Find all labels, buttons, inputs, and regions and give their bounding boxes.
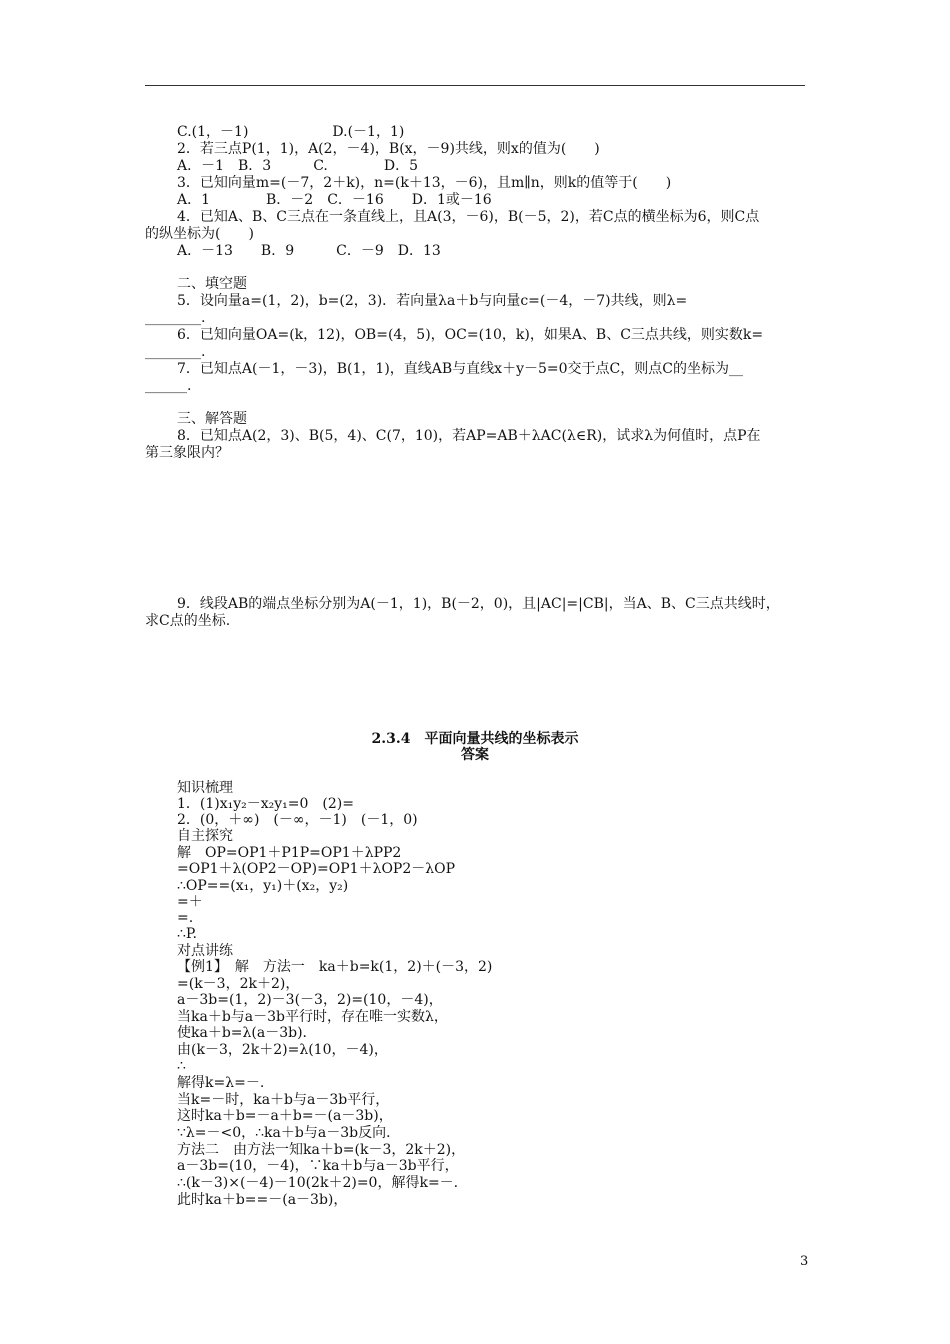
text-line: A．－13 B．9 C．－9 D．13 [177, 243, 441, 259]
text-line: 6．已知向量OA=(k，12)，OB=(4，5)，OC=(10，k)，如果A、B、C三点共线，则实数k= [177, 327, 764, 343]
text-line: 2．(0，＋∞) (－∞，－1) (－1，0) [177, 812, 418, 828]
text-line: A．1 B．－2 C．－16 D．1或－16 [177, 192, 492, 208]
text-line: 当ka＋b与a－3b平行时，存在唯一实数λ， [177, 1009, 448, 1025]
text-line: A．－1 B．3 C. D．5 [177, 158, 419, 174]
answer-subtitle: 答案 [461, 747, 489, 763]
text-line: 此时ka＋b==－(a－3b)， [177, 1192, 348, 1208]
page-number: 3 [800, 1254, 809, 1269]
text-line: 8．已知点A(2，3)、B(5，4)、C(7，10)，若AP=AB＋λAC(λ∈R)，试求λ为何值时，点P在 [177, 428, 761, 444]
header-rule [145, 85, 805, 86]
text-line: ∴(k－3)×(－4)－10(2k＋2)=0，解得k=－. [177, 1175, 459, 1191]
text-line: C.(1，－1) D.(－1，1) [177, 124, 405, 140]
text-line: ∴ [177, 1058, 186, 1074]
text-line: =(k－3，2k＋2)， [177, 976, 300, 992]
text-line: 方法二 由方法一知ka＋b=(k－3，2k＋2)， [177, 1142, 466, 1158]
text-line: a－3b=(1，2)－3(－3，2)=(10，－4)， [177, 992, 443, 1008]
text-line: 7．已知点A(－1，－3)，B(1，1)，直线AB与直线x＋y－5=0交于点C，则点C的坐标为__ [177, 361, 743, 377]
text-line: 对点讲练 [177, 943, 233, 959]
text-line: 的纵坐标为( ) [145, 226, 254, 242]
text-line: 知识梳理 [177, 780, 233, 796]
text-line: 4．已知A、B、C三点在一条直线上，且A(3，－6)，B(－5，2)，若C点的横坐标为6，则C点 [177, 209, 760, 225]
text-line: 由(k－3，2k＋2)=λ(10，－4)， [177, 1042, 388, 1058]
text-line: 解 OP=OP1＋P1P=OP1＋λPP2 [177, 845, 402, 861]
text-line: a－3b=(10，－4)，∵ka＋b与a－3b平行， [177, 1158, 459, 1174]
text-line: 自主探究 [177, 828, 233, 844]
answer-blank: ________. [145, 344, 206, 360]
text-line: ∴OP==(x₁，y₁)＋(x₂，y₂) [177, 878, 349, 894]
text-line: 【例1】 解 方法一 ka＋b=k(1，2)＋(－3，2) [177, 959, 493, 975]
text-line: 解得k=λ=－. [177, 1075, 265, 1091]
text-line: 第三象限内？ [145, 445, 229, 461]
section-heading: 二、填空题 [177, 276, 247, 292]
text-line: 使ka＋b=λ(a－3b)． [177, 1025, 317, 1041]
text-line: 9．线段AB的端点坐标分别为A(－1，1)，B(－2，0)，且|AC|=|CB|，当A、B、C三点共线时， [177, 596, 780, 612]
text-line: 2．若三点P(1，1)，A(2，－4)，B(x，－9)共线，则x的值为( ) [177, 141, 600, 157]
text-line: =OP1＋λ(OP2－OP)=OP1＋λOP2－λOP [177, 861, 456, 877]
answer-title: 2.3.4 平面向量共线的坐标表示 [371, 731, 579, 747]
text-line: 求C点的坐标. [145, 613, 231, 629]
text-line: 1．(1)x₁y₂－x₂y₁=0 (2)= [177, 796, 354, 812]
text-line: =. [177, 910, 194, 926]
text-line: ∵λ=－<0，∴ka＋b与a－3b反向． [177, 1125, 401, 1141]
answer-blank: ________. [145, 310, 206, 326]
text-line: ∴P. [177, 926, 197, 942]
answer-blank: ______. [145, 378, 192, 394]
text-line: 这时ka＋b=－a＋b=－(a－3b)， [177, 1108, 393, 1124]
text-line: 3．已知向量m=(－7，2＋k)，n=(k＋13，－6)，且m∥n，则k的值等于( ) [177, 175, 672, 191]
text-line: 当k=－时，ka＋b与a－3b平行， [177, 1092, 390, 1108]
text-line: 5．设向量a=(1，2)，b=(2，3)．若向量λa＋b与向量c=(－4，－7)共线，则λ= [177, 293, 688, 309]
text-line: =＋ [177, 894, 203, 910]
section-heading: 三、解答题 [177, 411, 247, 427]
